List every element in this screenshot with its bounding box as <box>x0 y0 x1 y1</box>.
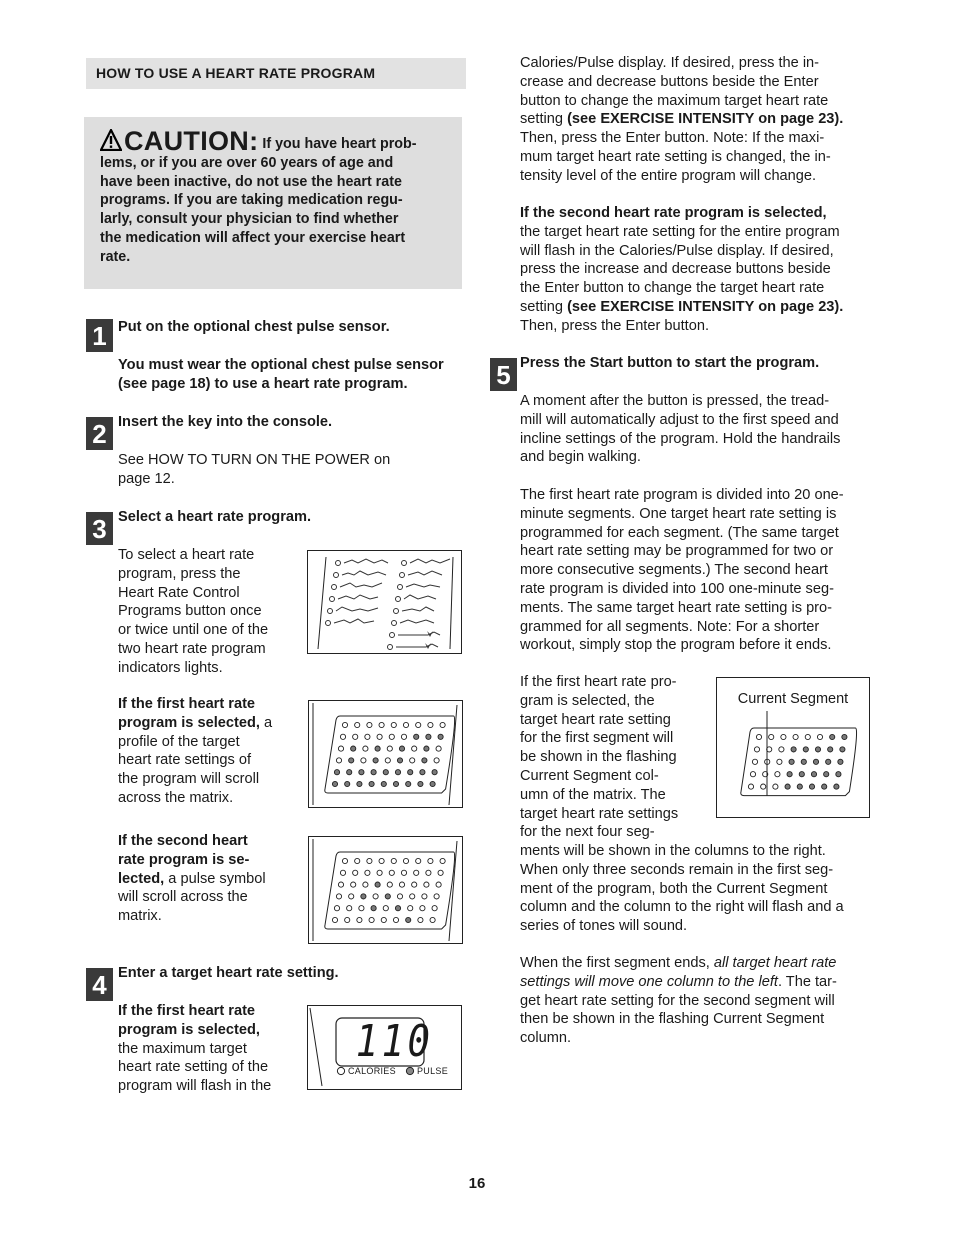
caution-line-5: larly, consult your physician to find whether <box>100 211 399 228</box>
right-line: minute segments. One target heart rate setting is <box>520 505 837 522</box>
right-line-part: . The tar- <box>777 973 837 990</box>
matrix-dot <box>403 858 408 863</box>
matrix-dot <box>418 917 423 922</box>
matrix-dot <box>347 906 352 911</box>
step-2-number: 2 <box>86 417 113 450</box>
matrix-dot <box>414 734 419 739</box>
matrix-dot <box>428 858 433 863</box>
matrix-dot <box>761 784 766 789</box>
matrix-dot <box>830 734 835 739</box>
step-4-line: program will flash in the <box>118 1078 272 1095</box>
matrix-dot <box>334 770 339 775</box>
matrix-dot <box>791 747 796 752</box>
right-line: incline settings of the program. Hold the handrails <box>520 430 841 447</box>
matrix-dot <box>403 722 408 727</box>
matrix-dot <box>801 759 806 764</box>
right-line: A moment after the button is pressed, the tread- <box>520 393 830 409</box>
matrix-dot <box>353 734 358 739</box>
right-para-1 <box>520 54 890 186</box>
caution-line-3: have been inactive, do not use the heart rate <box>100 173 402 190</box>
matrix-dot <box>365 870 370 875</box>
matrix-dot <box>406 781 411 786</box>
step-3-body-line: program, press the <box>118 565 241 582</box>
step-3-second-line: lected, <box>118 870 165 887</box>
matrix-dot <box>338 746 343 751</box>
step-4-line: If the first heart rate <box>118 1003 256 1019</box>
matrix-dot <box>369 781 374 786</box>
matrix-dot <box>797 784 802 789</box>
step-4-line: heart rate setting of the <box>118 1059 269 1076</box>
matrix-dot <box>375 746 380 751</box>
matrix-dot <box>438 870 443 875</box>
current-segment-label: Current Segment <box>737 691 849 707</box>
caution-line-1: If you have heart prob- <box>262 136 417 152</box>
matrix-dot <box>383 770 388 775</box>
right-line: button to change the maximum target heart rate <box>520 92 829 109</box>
matrix-dot <box>834 784 839 789</box>
right-line: grammed for all segments. Note: For a shorter <box>520 618 820 635</box>
matrix-dot <box>359 906 364 911</box>
matrix-dot <box>822 784 827 789</box>
matrix-dot <box>840 747 845 752</box>
display-label-pulse: PULSE <box>417 1066 449 1076</box>
step-2-body-line: See HOW TO TURN ON THE POWER on <box>118 452 391 468</box>
matrix-dot <box>345 917 350 922</box>
matrix-dot <box>412 746 417 751</box>
step-3-first-line: the program will scroll <box>118 771 260 788</box>
matrix-dot <box>406 917 411 922</box>
matrix-dot <box>385 758 390 763</box>
matrix-dot <box>377 870 382 875</box>
matrix-dot <box>369 917 374 922</box>
right-line: the Enter button to change the target heart rate <box>520 280 825 297</box>
matrix-dot <box>334 906 339 911</box>
matrix-dot <box>389 870 394 875</box>
section-title: HOW TO USE A HEART RATE PROGRAM <box>96 65 376 81</box>
step-3-first-line: profile of the target <box>118 733 240 750</box>
matrix-profile-figure <box>308 700 463 808</box>
matrix-dot <box>361 894 366 899</box>
right-line-part: setting <box>520 111 563 128</box>
step-1-note <box>118 356 478 394</box>
display-label-calories: CALORIES <box>348 1066 396 1076</box>
matrix-dot <box>371 770 376 775</box>
right-line: heart rate setting may be programmed for two or <box>520 543 834 560</box>
matrix-dot <box>432 906 437 911</box>
right-line: mum target heart rate setting is changed, the in- <box>520 148 831 165</box>
step-5-para-4 <box>520 954 890 1048</box>
matrix-dot <box>408 906 413 911</box>
right-line: column and the column to the right will flash and a <box>520 899 844 916</box>
exercise-intensity-reference: (see EXERCISE INTENSITY on page 23). <box>567 111 844 128</box>
matrix-dot <box>385 894 390 899</box>
right-line: rate program is divided into 100 one-minute seg- <box>520 580 834 597</box>
step-2-body <box>118 451 390 489</box>
right-line: then be shown in the flashing Current Segment <box>520 1011 825 1028</box>
step-3-second-inline: a pulse symbol <box>168 870 266 887</box>
step-3-second-line: matrix. <box>118 908 162 925</box>
exercise-intensity-reference: (see EXERCISE INTENSITY on page 23). <box>567 298 844 315</box>
right-line-italic: settings will move one column to the left <box>520 973 778 990</box>
matrix-dot <box>338 882 343 887</box>
step-3-body-line: Heart Rate Control <box>118 584 240 601</box>
step-3-first-line: program is selected, <box>118 714 260 731</box>
matrix-dot <box>381 917 386 922</box>
matrix-dot <box>422 758 427 763</box>
matrix-dot <box>430 781 435 786</box>
right-line: workout, simply stop the program before it ends. <box>520 637 832 654</box>
matrix-dot <box>426 870 431 875</box>
right-line: If the first heart rate pro- <box>520 674 677 690</box>
right-line: The first heart rate program is divided into 20 one- <box>520 487 844 503</box>
matrix-dot <box>824 772 829 777</box>
frame-line <box>449 841 457 941</box>
matrix-dot <box>754 747 759 752</box>
matrix-dot <box>379 858 384 863</box>
right-line: umn of the matrix. The <box>520 786 666 803</box>
right-line: for the next four seg- <box>520 824 655 841</box>
matrix-dot <box>815 747 820 752</box>
matrix-dot <box>428 722 433 727</box>
matrix-dot <box>397 758 402 763</box>
matrix-dot <box>383 906 388 911</box>
matrix-pulse-illustration <box>309 837 462 943</box>
matrix-dot <box>391 858 396 863</box>
matrix-dot <box>412 882 417 887</box>
matrix-dot <box>375 882 380 887</box>
right-line: ments will be shown in the columns to the right. <box>520 843 826 859</box>
step-1-note-line: (see page 18) to use a heart rate program. <box>118 375 408 392</box>
matrix-dot <box>363 746 368 751</box>
matrix-dot <box>332 781 337 786</box>
step-3-title: Select a heart rate program. <box>118 509 312 525</box>
matrix-dot <box>750 772 755 777</box>
caution-line-6: the medication will affect your exercise heart <box>100 229 406 246</box>
matrix-dot <box>430 917 435 922</box>
matrix-dot <box>408 770 413 775</box>
step-4-line: the maximum target <box>118 1040 247 1057</box>
matrix-dot <box>826 759 831 764</box>
matrix-dot <box>357 917 362 922</box>
matrix-dot <box>777 759 782 764</box>
right-line: Then, press the Enter button. Note: If the maxi- <box>520 130 825 147</box>
step-3-second-line: will scroll across the <box>118 889 248 906</box>
step-2-title: Insert the key into the console. <box>118 414 333 430</box>
step-5-title: Press the Start button to start the program. <box>520 355 820 371</box>
matrix-dot <box>381 781 386 786</box>
matrix-dot <box>349 758 354 763</box>
matrix-dot <box>359 770 364 775</box>
matrix-dot <box>779 747 784 752</box>
right-line: When only three seconds remain in the first seg- <box>520 861 834 878</box>
matrix-dot <box>793 734 798 739</box>
right-line: and begin walking. <box>520 449 641 466</box>
matrix-dot <box>769 734 774 739</box>
matrix-dot <box>399 746 404 751</box>
matrix-dot <box>345 781 350 786</box>
matrix-dot <box>434 758 439 763</box>
matrix-dot <box>811 772 816 777</box>
right-line: series of tones will sound. <box>520 918 688 935</box>
step-3-number: 3 <box>86 512 113 545</box>
current-segment-matrix-illustration <box>717 678 869 817</box>
matrix-dot <box>803 747 808 752</box>
matrix-dot <box>371 906 376 911</box>
right-para-2 <box>520 204 890 336</box>
right-line-part: When the first segment ends, <box>520 955 710 971</box>
right-line: target heart rate settings <box>520 805 679 822</box>
step-4-line: program is selected, <box>118 1021 260 1038</box>
right-line: ment of the program, both the Current Segment <box>520 880 828 897</box>
matrix-dot <box>377 734 382 739</box>
matrix-dot <box>805 734 810 739</box>
matrix-dot <box>395 770 400 775</box>
matrix-dot <box>424 746 429 751</box>
step-5-para-2 <box>520 486 890 655</box>
matrix-dot <box>440 858 445 863</box>
matrix-dot <box>340 734 345 739</box>
matrix-dot <box>361 758 366 763</box>
matrix-dot <box>340 870 345 875</box>
matrix-dot <box>410 894 415 899</box>
page-number: 16 <box>468 1175 486 1192</box>
right-line: column. <box>520 1030 572 1047</box>
matrix-dot <box>395 906 400 911</box>
display-value: 110 <box>355 1016 434 1067</box>
matrix-dot <box>773 784 778 789</box>
matrix-dot <box>436 746 441 751</box>
right-line: be shown in the flashing <box>520 749 677 766</box>
right-line: get heart rate setting for the second segment will <box>520 992 835 1009</box>
matrix-dot <box>349 894 354 899</box>
matrix-dot <box>351 746 356 751</box>
right-line: ments. The same target heart rate setting is pro- <box>520 599 833 616</box>
section-header <box>86 58 466 89</box>
matrix-dot <box>418 781 423 786</box>
matrix-dot <box>440 722 445 727</box>
program-indicators-illustration <box>308 551 461 653</box>
caution-line-2: lems, or if you are over 60 years of age and <box>100 154 394 171</box>
right-line: Calories/Pulse display. If desired, press the in- <box>520 55 820 71</box>
matrix-dot <box>397 894 402 899</box>
right-line: press the increase and decrease buttons beside <box>520 261 831 278</box>
step-1-number: 1 <box>86 319 113 352</box>
matrix-dot <box>414 870 419 875</box>
matrix-dot <box>391 722 396 727</box>
right-line: more consecutive segments.) The second heart <box>520 562 828 579</box>
matrix-dot <box>813 759 818 764</box>
matrix-dot <box>389 734 394 739</box>
matrix-dot <box>347 770 352 775</box>
matrix-dot <box>355 722 360 727</box>
matrix-dot <box>420 770 425 775</box>
matrix-dot <box>373 894 378 899</box>
matrix-dot <box>809 784 814 789</box>
step-3-body-line: To select a heart rate <box>118 547 255 563</box>
step-1-title: Put on the optional chest pulse sensor. <box>118 319 390 335</box>
right-line: crease and decrease buttons beside the Enter <box>520 73 819 90</box>
step-3-body-line: two heart rate program <box>118 640 266 657</box>
step-2-body-line: page 12. <box>118 470 175 487</box>
matrix-dot <box>422 894 427 899</box>
matrix-dot <box>367 858 372 863</box>
right-line: Then, press the Enter button. <box>520 317 710 334</box>
matrix-dot <box>355 858 360 863</box>
step-3-first-line: If the first heart rate <box>118 696 256 712</box>
matrix-dot <box>789 759 794 764</box>
matrix-dot <box>357 781 362 786</box>
right-line: mill will automatically adjust to the first speed and <box>520 411 839 428</box>
step-4-number: 4 <box>86 968 113 1001</box>
step-3-first-program <box>118 695 298 808</box>
matrix-dot <box>434 894 439 899</box>
step-5-para-1 <box>520 392 890 467</box>
matrix-dot <box>432 770 437 775</box>
matrix-dot <box>351 882 356 887</box>
matrix-dot <box>836 772 841 777</box>
matrix-dot <box>367 722 372 727</box>
step-3-first-line: across the matrix. <box>118 789 234 806</box>
matrix-dot <box>799 772 804 777</box>
step-3-body-line: Programs button once <box>118 603 262 620</box>
right-line: for the first segment will <box>520 730 674 747</box>
matrix-dot <box>399 882 404 887</box>
matrix-dot <box>332 917 337 922</box>
matrix-dot <box>787 772 792 777</box>
matrix-dot <box>842 734 847 739</box>
matrix-dot <box>387 746 392 751</box>
step-3-body-line: or twice until one of the <box>118 622 269 639</box>
caution-word: CAUTION: <box>124 126 259 156</box>
matrix-dot <box>353 870 358 875</box>
right-line: will flash in the Calories/Pulse display. If desired, <box>520 242 834 259</box>
step-4-body <box>118 1002 298 1096</box>
step-5-para-3-wide <box>520 842 890 936</box>
matrix-dot <box>828 747 833 752</box>
matrix-dot <box>424 882 429 887</box>
step-3-second-line: rate program is se- <box>118 851 250 868</box>
matrix-dot <box>336 758 341 763</box>
matrix-dot <box>416 722 421 727</box>
matrix-dot <box>401 734 406 739</box>
right-line: the target heart rate setting for the entire program <box>520 223 840 240</box>
matrix-dot <box>416 858 421 863</box>
step-3-first-inline: a <box>264 714 273 731</box>
step-4-title: Enter a target heart rate setting. <box>118 965 339 981</box>
matrix-dot <box>387 882 392 887</box>
caution-box <box>84 117 462 289</box>
matrix-dot <box>752 759 757 764</box>
matrix-dot <box>817 734 822 739</box>
warning-triangle-icon <box>100 129 122 151</box>
step-3-second-line: If the second heart <box>118 833 248 849</box>
step-5-number: 5 <box>490 358 517 391</box>
console-programs-figure <box>307 550 462 654</box>
calories-pulse-display-figure <box>307 1005 462 1090</box>
matrix-dot <box>785 784 790 789</box>
right-line: programmed for each segment. (The same target <box>520 524 839 541</box>
step-5-para-3-narrow <box>520 673 710 842</box>
matrix-dot <box>436 882 441 887</box>
frame-line <box>449 705 457 805</box>
matrix-dot <box>748 784 753 789</box>
matrix-dot <box>342 858 347 863</box>
current-segment-figure <box>716 677 870 818</box>
matrix-dot <box>410 758 415 763</box>
step-3-first-line: heart rate settings of <box>118 752 252 769</box>
matrix-dot <box>756 734 761 739</box>
matrix-dot <box>393 781 398 786</box>
matrix-dot <box>781 734 786 739</box>
step-3-body-line: indicators lights. <box>118 659 223 676</box>
matrix-dot <box>373 758 378 763</box>
step-3-second-program <box>118 832 298 926</box>
matrix-dot <box>426 734 431 739</box>
right-line-italic: all target heart rate <box>713 955 837 971</box>
caution-text <box>100 126 445 267</box>
matrix-dot <box>420 906 425 911</box>
matrix-dot <box>775 772 780 777</box>
matrix-dot <box>342 722 347 727</box>
matrix-dot <box>838 759 843 764</box>
step-1-note-line: You must wear the optional chest pulse sensor <box>118 357 444 373</box>
caution-line-4: programs. If you are taking medication regu- <box>100 192 403 209</box>
matrix-dot <box>336 894 341 899</box>
matrix-dot <box>379 722 384 727</box>
right-line: gram is selected, the <box>520 692 655 709</box>
right-line: tensity level of the entire program will change. <box>520 167 817 184</box>
step-3-body <box>118 546 268 678</box>
right-para-2-title: If the second heart rate program is selected, <box>520 205 827 221</box>
matrix-profile-illustration <box>309 701 462 807</box>
matrix-dot <box>393 917 398 922</box>
matrix-dot <box>401 870 406 875</box>
right-line: Current Segment col- <box>520 767 659 784</box>
right-line: target heart rate setting <box>520 711 671 728</box>
caution-line-7: rate. <box>100 248 131 265</box>
matrix-pulse-figure <box>308 836 463 944</box>
matrix-dot <box>363 882 368 887</box>
matrix-dot <box>365 734 370 739</box>
matrix-dot <box>438 734 443 739</box>
right-line-part: setting <box>520 298 563 315</box>
